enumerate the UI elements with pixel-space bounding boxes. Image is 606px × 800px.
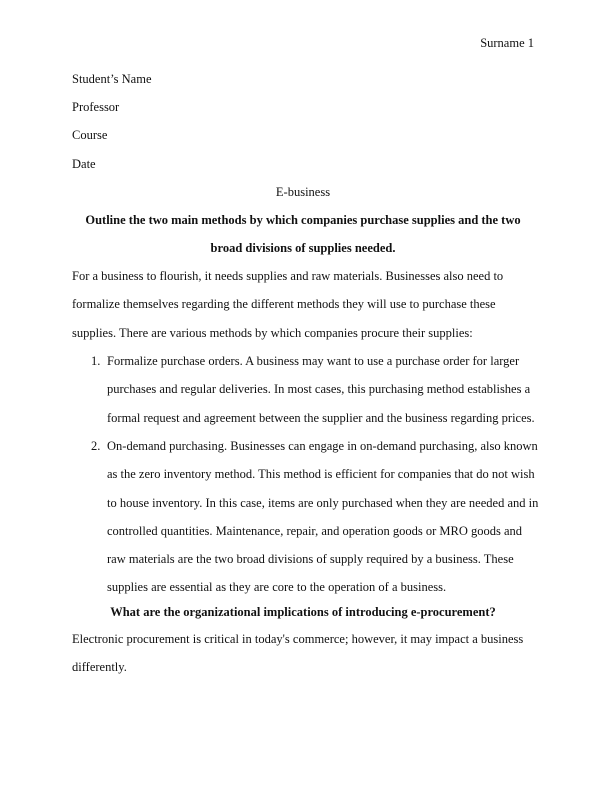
list-text: On-demand purchasing. Businesses can engage in on-demand purchasing, also known as the zero inventory method. This method is efficient for companies that do not wish to house inventory. In this case, items are only purchased when they are needed and in controlled quantities. Maintenance, repair, and operation goods or MRO goods and raw materials are the two broad divisions of supply required by a business. These supplies are essential as they are core to the operation of a business. xyxy=(107,439,539,595)
course-name: Course xyxy=(72,128,108,142)
list-item xyxy=(91,347,540,432)
running-head: Surname 1 xyxy=(480,36,534,50)
date-line: Date xyxy=(72,157,96,171)
list-number: 1. xyxy=(91,354,101,368)
professor-name: Professor xyxy=(72,100,120,114)
section2-heading: What are the organizational implications of introducing e-procurement? xyxy=(110,605,496,619)
section1-intro: For a business to flourish, it needs supplies and raw materials. Businesses also need to formalize themselves regarding the different methods they will use to purchase these supplies. There are various methods by which companies procure their supplies: xyxy=(72,269,504,340)
section1-heading: Outline the two main methods by which companies purchase supplies and the two broad divisions of supplies needed. xyxy=(85,213,521,255)
student-name: Student’s Name xyxy=(72,72,152,86)
document-title: E-business xyxy=(275,185,331,199)
list-text: Formalize purchase orders. A business may want to use a purchase order for larger purchases and regular deliveries. In most cases, this purchasing method establishes a formal request and agreement between the supplier and the business regarding prices. xyxy=(107,354,535,425)
list-item xyxy=(91,432,540,602)
list-number: 2. xyxy=(91,439,101,453)
section2-body: Electronic procurement is critical in today's commerce; however, it may impact a business differently. xyxy=(72,632,524,675)
